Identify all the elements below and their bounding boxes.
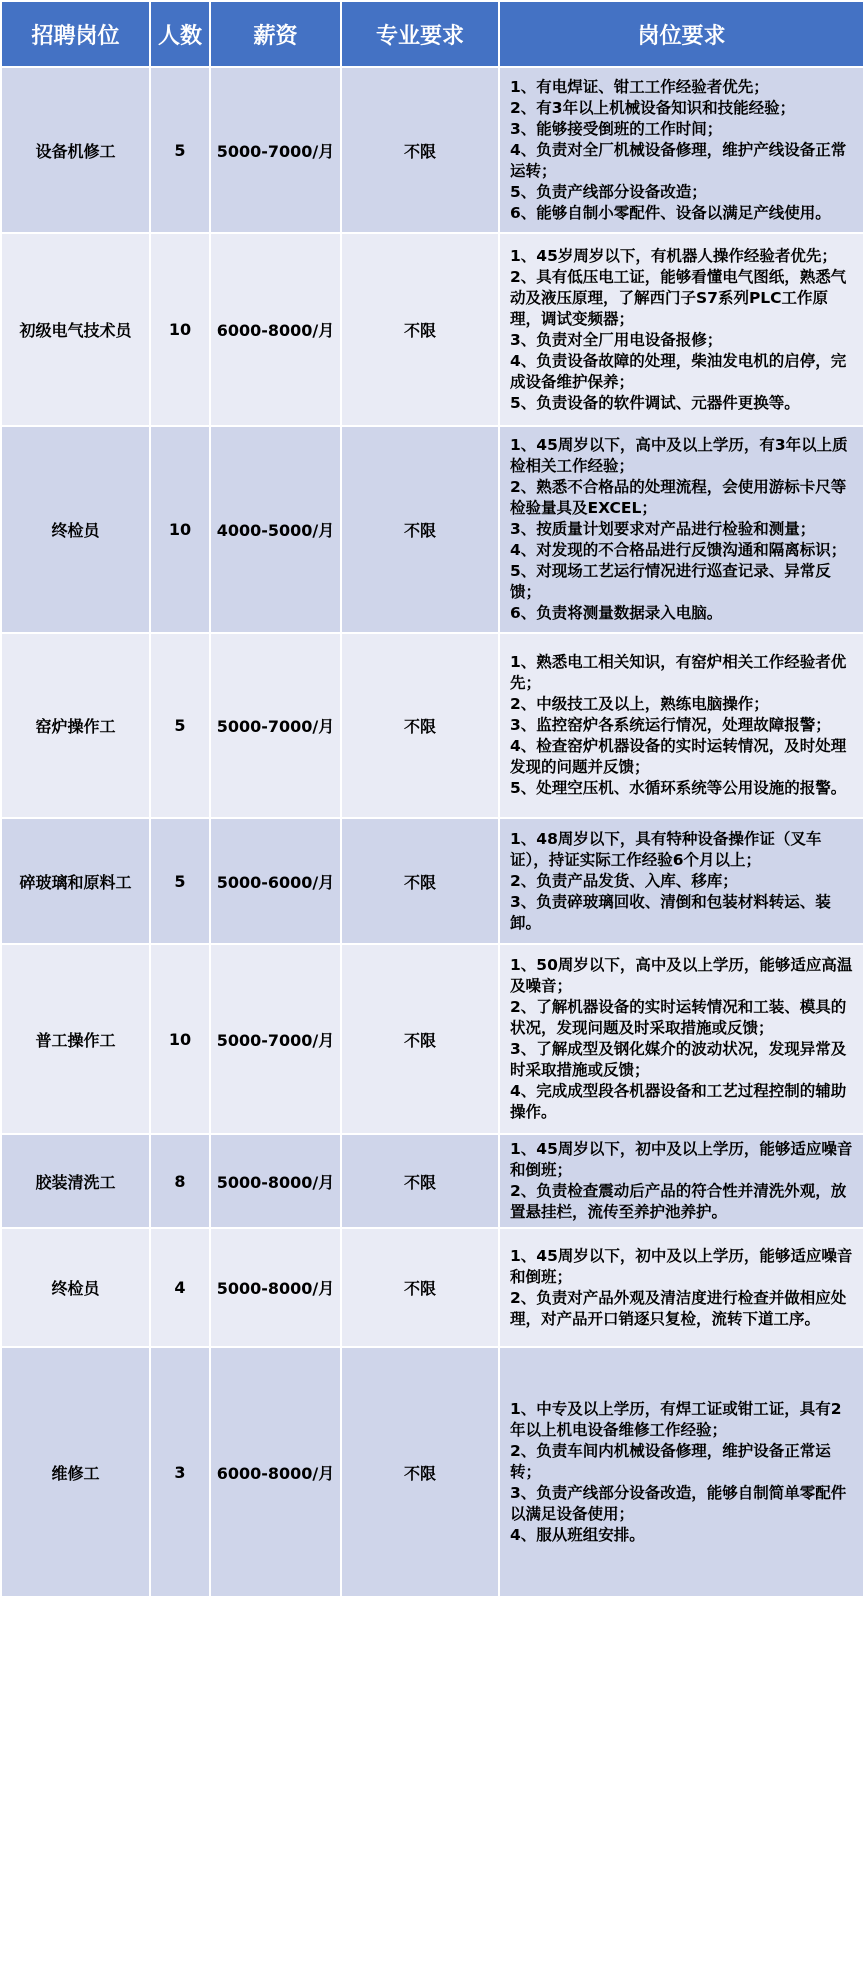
- requirement-item: 2、熟悉不合格品的处理流程，会使用游标卡尺等检验量具及EXCEL；: [510, 478, 847, 517]
- salary-cell: 4000-5000/月: [210, 426, 341, 633]
- requirement-item: 3、负责产线部分设备改造，能够自制简单零配件以满足设备使用；: [510, 1483, 847, 1523]
- requirement-item: 2、负责检查震动后产品的符合性并清洗外观，放置悬挂栏，流传至养护池养护。: [510, 1182, 847, 1221]
- requirement-item: 1、45周岁以下，初中及以上学历，能够适应噪音和倒班；: [510, 1246, 853, 1286]
- header-major: 专业要求: [341, 1, 499, 67]
- salary-cell: 5000-7000/月: [210, 944, 341, 1134]
- count-cell: 5: [150, 633, 210, 818]
- table-row: [1, 1228, 863, 1347]
- header-salary: 薪资: [210, 1, 341, 67]
- count-cell: 5: [150, 818, 210, 944]
- requirement-item: 3、监控窑炉各系统运行情况，处理故障报警；: [510, 716, 831, 734]
- requirement-item: 1、50周岁以下，高中及以上学历，能够适应高温及噪音；: [510, 956, 853, 995]
- requirements-cell: [499, 1134, 863, 1228]
- requirement-item: 1、45周岁以下，高中及以上学历，有3年以上质检相关工作经验；: [510, 436, 848, 475]
- table-row: [1, 1347, 863, 1597]
- position-cell: 初级电气技术员: [1, 233, 150, 426]
- requirement-item: 3、按质量计划要求对产品进行检验和测量；: [510, 520, 816, 538]
- header-row: [1, 1, 863, 67]
- salary-cell: 6000-8000/月: [210, 233, 341, 426]
- requirement-item: 1、中专及以上学历，有焊工证或钳工证，具有2年以上机电设备维修工作经验；: [510, 1399, 842, 1439]
- requirement-item: 2、了解机器设备的实时运转情况和工装、模具的状况，发现问题及时采取措施或反馈；: [510, 998, 847, 1037]
- major-cell: 不限: [341, 67, 499, 233]
- requirements-cell: [499, 67, 863, 233]
- requirement-item: 1、45岁周岁以下，有机器人操作经验者优先；: [510, 246, 837, 265]
- requirement-item: 4、负责对全厂机械设备修理，维护产线设备正常运转；: [510, 140, 847, 180]
- position-cell: 终检员: [1, 426, 150, 633]
- salary-cell: 5000-8000/月: [210, 1228, 341, 1347]
- table-row: [1, 1134, 863, 1228]
- requirement-item: 6、负责将测量数据录入电脑。: [510, 604, 723, 622]
- requirement-item: 4、检查窑炉机器设备的实时运转情况，及时处理发现的问题并反馈；: [510, 737, 847, 776]
- salary-cell: 5000-7000/月: [210, 633, 341, 818]
- requirement-item: 2、负责对产品外观及清洁度进行检查并做相应处理，对产品开口销逐只复检，流转下道工序。: [510, 1288, 847, 1328]
- requirement-item: 5、负责产线部分设备改造；: [510, 182, 707, 201]
- requirement-item: 2、负责产品发货、入库、移库；: [510, 871, 738, 890]
- requirements-cell: [499, 1347, 863, 1597]
- count-cell: 8: [150, 1134, 210, 1228]
- requirement-item: 2、有3年以上机械设备知识和技能经验；: [510, 98, 796, 117]
- salary-cell: 5000-7000/月: [210, 67, 341, 233]
- major-cell: 不限: [341, 1228, 499, 1347]
- table-row: [1, 633, 863, 818]
- requirements-cell: [499, 1228, 863, 1347]
- major-cell: 不限: [341, 633, 499, 818]
- header-count: 人数: [150, 1, 210, 67]
- major-cell: 不限: [341, 818, 499, 944]
- table-row: [1, 818, 863, 944]
- major-cell: 不限: [341, 944, 499, 1134]
- requirement-item: 2、负责车间内机械设备修理，维护设备正常运转；: [510, 1441, 831, 1481]
- requirement-item: 1、45周岁以下，初中及以上学历，能够适应噪音和倒班；: [510, 1140, 853, 1179]
- count-cell: 5: [150, 67, 210, 233]
- count-cell: 3: [150, 1347, 210, 1597]
- table-row: [1, 944, 863, 1134]
- requirement-item: 2、中级技工及以上，熟练电脑操作；: [510, 695, 769, 713]
- requirement-item: 1、有电焊证、钳工工作经验者优先；: [510, 77, 769, 96]
- table-row: [1, 67, 863, 233]
- major-cell: 不限: [341, 1134, 499, 1228]
- count-cell: 10: [150, 426, 210, 633]
- requirement-item: 1、48周岁以下，具有特种设备操作证（叉车证），持证实际工作经验6个月以上；: [510, 829, 822, 869]
- position-cell: 窑炉操作工: [1, 633, 150, 818]
- requirement-item: 4、完成成型段各机器设备和工艺过程控制的辅助操作。: [510, 1082, 847, 1121]
- requirements-cell: [499, 944, 863, 1134]
- requirement-item: 5、处理空压机、水循环系统等公用设施的报警。: [510, 779, 847, 797]
- requirements-cell: [499, 818, 863, 944]
- requirements-cell: [499, 233, 863, 426]
- requirement-item: 5、对现场工艺运行情况进行巡查记录、异常反馈；: [510, 562, 831, 601]
- count-cell: 10: [150, 944, 210, 1134]
- position-cell: 维修工: [1, 1347, 150, 1597]
- position-cell: 终检员: [1, 1228, 150, 1347]
- requirement-item: 6、能够自制小零配件、设备以满足产线使用。: [510, 203, 831, 222]
- requirement-item: 5、负责设备的软件调试、元器件更换等。: [510, 393, 800, 412]
- position-cell: 普工操作工: [1, 944, 150, 1134]
- requirement-item: 1、熟悉电工相关知识，有窑炉相关工作经验者优先；: [510, 653, 847, 692]
- count-cell: 10: [150, 233, 210, 426]
- position-cell: 胶装清洗工: [1, 1134, 150, 1228]
- position-cell: 碎玻璃和原料工: [1, 818, 150, 944]
- position-cell: 设备机修工: [1, 67, 150, 233]
- major-cell: 不限: [341, 233, 499, 426]
- major-cell: 不限: [341, 426, 499, 633]
- requirement-item: 3、负责碎玻璃回收、清倒和包装材料转运、装卸。: [510, 892, 831, 932]
- requirement-item: 4、负责设备故障的处理，柴油发电机的启停，完成设备维护保养；: [510, 351, 847, 391]
- requirement-item: 4、服从班组安排。: [510, 1525, 645, 1544]
- salary-cell: 6000-8000/月: [210, 1347, 341, 1597]
- requirements-cell: [499, 426, 863, 633]
- salary-cell: 5000-6000/月: [210, 818, 341, 944]
- major-cell: 不限: [341, 1347, 499, 1597]
- table-row: [1, 426, 863, 633]
- salary-cell: 5000-8000/月: [210, 1134, 341, 1228]
- requirement-item: 4、对发现的不合格品进行反馈沟通和隔离标识；: [510, 541, 847, 559]
- requirement-item: 3、负责对全厂用电设备报修；: [510, 330, 723, 349]
- count-cell: 4: [150, 1228, 210, 1347]
- requirement-item: 2、具有低压电工证，能够看懂电气图纸，熟悉气动及液压原理，了解西门子S7系列PLC工作原理，调试变频器；: [510, 267, 847, 328]
- header-requirements: 岗位要求: [499, 1, 863, 67]
- table-row: [1, 233, 863, 426]
- requirements-cell: [499, 633, 863, 818]
- header-position: 招聘岗位: [1, 1, 150, 67]
- requirement-item: 3、能够接受倒班的工作时间；: [510, 119, 723, 138]
- requirement-item: 3、了解成型及钢化媒介的波动状况，发现异常及时采取措施或反馈；: [510, 1040, 847, 1079]
